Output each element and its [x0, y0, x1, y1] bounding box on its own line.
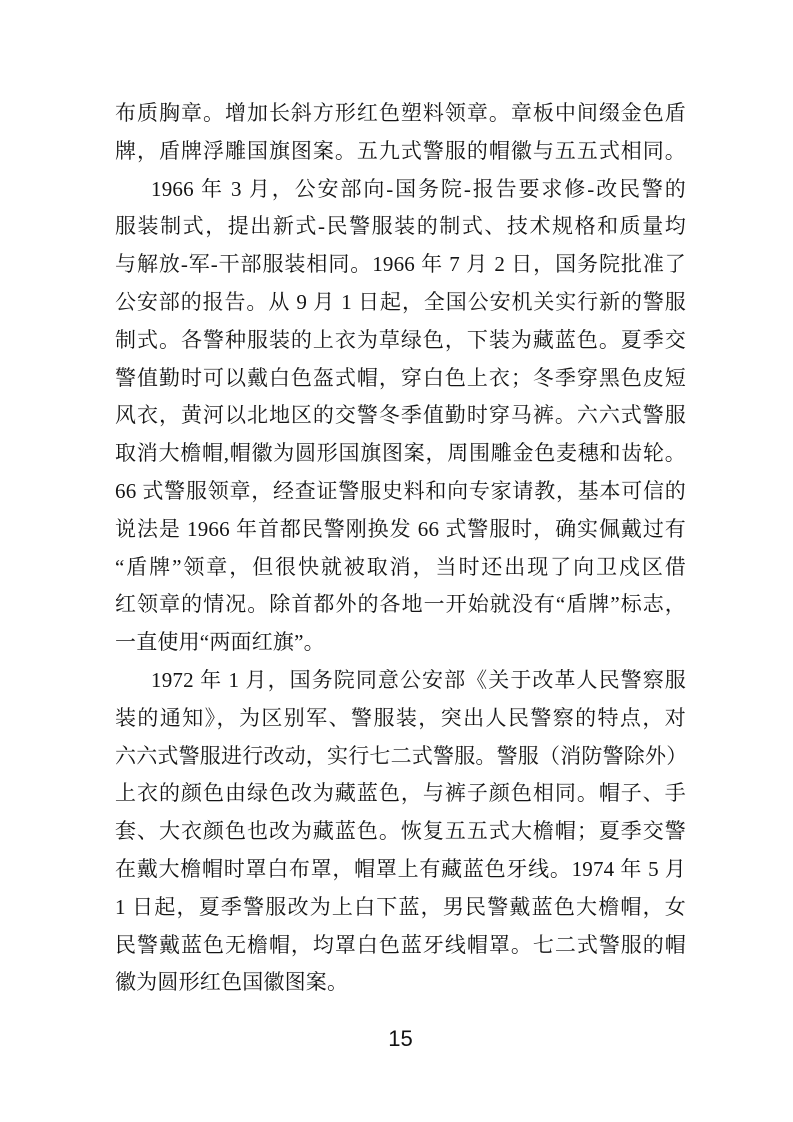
text-line: 制式。各警种服装的上衣为草绿色，下装为藏蓝色。夏季交 — [115, 327, 686, 352]
text-line: 徽为圆形红色国徽图案。 — [115, 970, 349, 995]
text-line: “盾牌”领章，但很快就被取消，当时还出现了向卫戍区借 — [115, 554, 686, 579]
page-body — [115, 95, 686, 1002]
text-line: 红领章的情况。除首都外的各地一开始就没有“盾牌”标志， — [115, 592, 686, 617]
text-line: 66 式警服领章，经查证警服史料和向专家请教，基本可信的 — [115, 478, 686, 503]
text-line: 1966 年 3 月，公安部向-国务院-报告要求修-改民警的 — [151, 176, 686, 201]
text-line: 套、大衣颜色也改为藏蓝色。恢复五五式大檐帽；夏季交警 — [115, 819, 686, 844]
text-line: 服装制式，提出新式-民警服装的制式、技术规格和质量均 — [115, 214, 686, 239]
text-line: 一直使用“两面红旗”。 — [115, 630, 325, 655]
text-line: 取消大檐帽,帽徽为圆形国旗图案，周围雕金色麦穗和齿轮。 — [115, 441, 686, 466]
text-line: 上衣的颜色由绿色改为藏蓝色，与裤子颜色相同。帽子、手 — [115, 781, 686, 806]
text-line: 说法是 1966 年首都民警刚换发 66 式警服时，确实佩戴过有 — [115, 516, 686, 541]
page-number: 15 — [388, 1026, 413, 1051]
text-line: 民警戴蓝色无檐帽，均罩白色蓝牙线帽罩。七二式警服的帽 — [115, 932, 686, 957]
text-line: 在戴大檐帽时罩白布罩，帽罩上有藏蓝色牙线。1974 年 5 月 — [115, 856, 686, 881]
text-line: 六六式警服进行改动，实行七二式警服。警服（消防警除外） — [115, 743, 688, 768]
text-line: 1972 年 1 月，国务院同意公安部《关于改革人民警察服 — [151, 667, 686, 692]
text-line: 牌，盾牌浮雕国旗图案。五九式警服的帽徽与五五式相同。 — [115, 138, 686, 163]
text-line: 装的通知》，为区别军、警服装，突出人民警察的特点，对 — [115, 705, 686, 730]
text-line: 警值勤时可以戴白色盔式帽，穿白色上衣；冬季穿黑色皮短 — [115, 365, 686, 390]
text-line: 风衣，黄河以北地区的交警冬季值勤时穿马裤。六六式警服 — [115, 403, 686, 428]
text-line: 1 日起，夏季警服改为上白下蓝，男民警戴蓝色大檐帽，女 — [115, 894, 686, 919]
text-line: 公安部的报告。从 9 月 1 日起，全国公安机关实行新的警服 — [115, 289, 686, 314]
text-line: 布质胸章。增加长斜方形红色塑料领章。章板中间缀金色盾 — [115, 101, 686, 125]
page-footer — [115, 1026, 686, 1052]
text-line: 与解放-军-干部服装相同。1966 年 7 月 2 日，国务院批准了 — [115, 252, 686, 277]
